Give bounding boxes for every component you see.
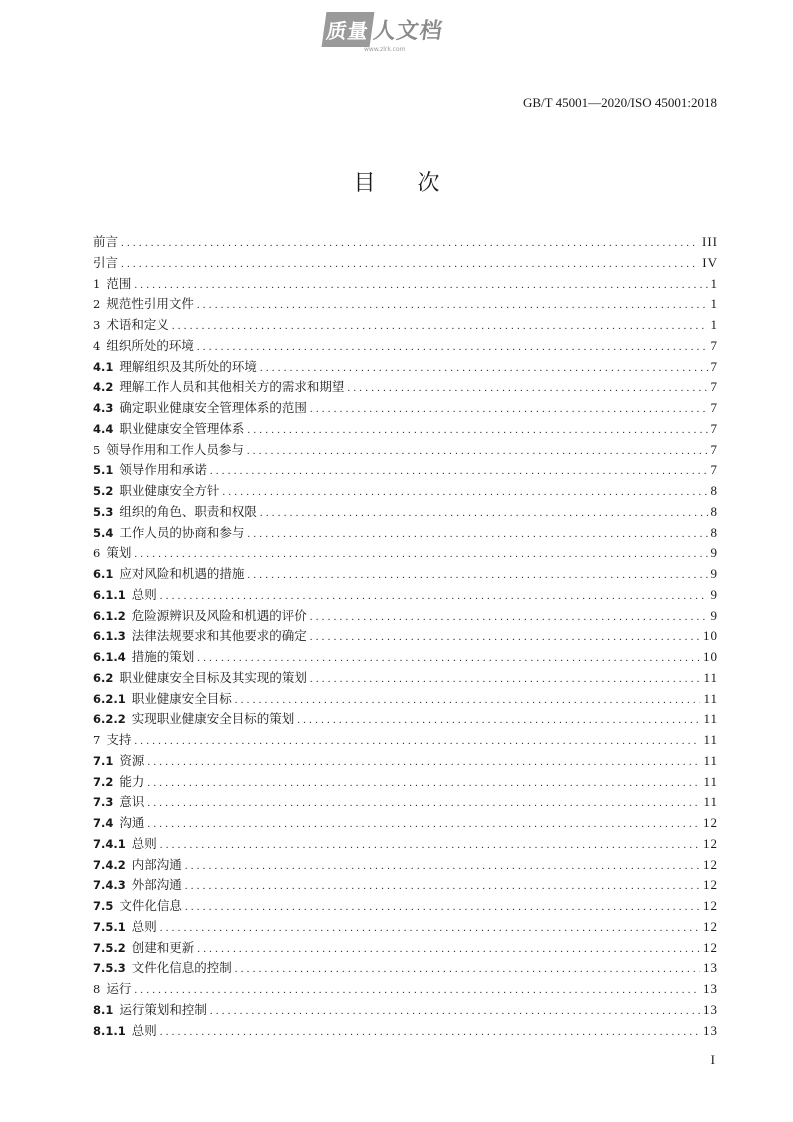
table-of-contents: [93, 232, 718, 1041]
toc-leader-dots: [134, 731, 700, 752]
toc-entry[interactable]: [93, 917, 718, 938]
toc-entry[interactable]: [93, 979, 718, 1000]
toc-entry-page: 12: [703, 856, 718, 872]
toc-entry-page: 10: [703, 649, 718, 664]
toc-entry-title: 运行: [106, 981, 132, 996]
toc-entry[interactable]: [93, 1021, 718, 1042]
toc-leader-dots: [185, 876, 700, 897]
toc-entry[interactable]: [93, 626, 718, 647]
toc-entry-title: 总则: [131, 586, 157, 602]
watermark-logo: [324, 12, 474, 58]
toc-leader-dots: [210, 1001, 700, 1022]
toc-entry[interactable]: [93, 689, 718, 710]
toc-leader-dots: [210, 461, 708, 482]
toc-leader-dots: [247, 420, 707, 441]
toc-entry[interactable]: [93, 419, 718, 440]
toc-entry-page: 7: [710, 441, 718, 457]
toc-leader-dots: [197, 337, 708, 358]
toc-entry[interactable]: [93, 938, 718, 959]
toc-entry-title: 资源: [119, 752, 145, 768]
toc-entry[interactable]: [93, 377, 718, 398]
toc-leader-dots: [197, 648, 700, 669]
toc-entry-number: 5: [93, 442, 101, 457]
toc-entry-number: 5.1: [93, 463, 114, 478]
toc-leader-dots: [260, 358, 708, 379]
toc-leader-dots: [185, 897, 700, 918]
toc-entry-title: 职业健康安全目标: [131, 690, 232, 706]
toc-entry-title: 组织所处的环境: [106, 337, 194, 353]
toc-entry-title: 策划: [106, 545, 132, 561]
toc-entry-page: 7: [710, 358, 718, 374]
toc-entry-number: 5.4: [93, 525, 114, 540]
toc-entry[interactable]: [93, 336, 718, 357]
toc-entry-number: 7.4.3: [93, 878, 126, 893]
toc-leader-dots: [347, 378, 707, 399]
toc-leader-dots: [160, 586, 708, 607]
toc-entry-page: 11: [703, 773, 718, 789]
toc-entry-title: 法律法规要求和其他要求的确定: [131, 628, 307, 644]
toc-entry-title: 意识: [119, 794, 145, 810]
toc-entry-page: 12: [703, 939, 718, 955]
toc-entry-page: 7: [710, 462, 718, 478]
toc-entry-number: 6.1.2: [93, 608, 126, 623]
toc-leader-dots: [260, 503, 708, 524]
toc-entry-number: 8.1: [93, 1002, 114, 1017]
toc-leader-dots: [310, 607, 708, 628]
toc-entry-number: 8.1.1: [93, 1023, 126, 1038]
toc-entry-title: 运行策划和控制: [119, 1001, 207, 1017]
toc-entry-number: 2: [93, 297, 101, 312]
toc-entry-number: 4.1: [93, 359, 114, 374]
toc-entry-title: 前言: [93, 234, 119, 249]
toc-leader-dots: [121, 254, 699, 275]
toc-entry-number: 4.4: [93, 421, 114, 436]
toc-entry-title: 确定职业健康安全管理体系的范围: [119, 400, 307, 415]
toc-entry-title: 文件化信息的控制: [131, 960, 232, 976]
toc-entry-number: 4.2: [93, 380, 114, 395]
toc-entry[interactable]: [93, 647, 718, 668]
toc-entry[interactable]: [93, 958, 718, 979]
toc-entry[interactable]: [93, 274, 718, 295]
toc-entry-page: 8: [710, 503, 718, 519]
toc-entry[interactable]: [93, 668, 718, 689]
toc-leader-dots: [297, 710, 700, 731]
toc-entry-page: 7: [710, 420, 718, 436]
toc-entry-page: 12: [703, 815, 718, 830]
toc-entry[interactable]: [93, 460, 718, 481]
toc-entry-title: 危险源辨识及风险和机遇的评价: [131, 607, 307, 623]
standard-code: GB/T 45001—2020/ISO 45001:2018: [522, 95, 717, 110]
toc-entry-number: 7.1: [93, 753, 114, 768]
toc-entry-title: 内部沟通: [131, 856, 182, 872]
toc-entry[interactable]: [93, 709, 718, 730]
toc-entry[interactable]: [93, 502, 718, 523]
toc-entry-title: 沟通: [119, 815, 145, 830]
toc-entry-page: 12: [703, 835, 718, 851]
toc-entry-number: 7.3: [93, 795, 114, 810]
toc-entry-number: 1: [93, 276, 101, 291]
toc-entry[interactable]: [93, 440, 718, 461]
toc-entry-page: 12: [703, 898, 718, 913]
toc-entry-number: 6.2.1: [93, 691, 126, 706]
toc-entry-title: 理解工作人员和其他相关方的需求和期望: [119, 379, 345, 395]
toc-entry-number: 4.3: [93, 401, 114, 415]
toc-entry-number: 7.4.1: [93, 836, 126, 851]
toc-leader-dots: [235, 690, 701, 711]
toc-entry-page: 12: [703, 877, 718, 893]
toc-leader-dots: [147, 752, 700, 773]
toc-entry-number: 5.3: [93, 504, 114, 519]
toc-entry-title: 领导作用和工作人员参与: [106, 441, 244, 457]
toc-entry-title: 总则: [131, 1022, 157, 1038]
toc-entry-page: 11: [703, 732, 718, 747]
page-title: 目次: [353, 171, 482, 196]
toc-entry-title: 范围: [106, 275, 132, 291]
toc-entry-title: 引言: [93, 254, 119, 270]
toc-leader-dots: [134, 980, 700, 1001]
toc-leader-dots: [247, 565, 707, 586]
toc-leader-dots: [197, 295, 708, 316]
toc-entry-title: 术语和定义: [106, 317, 169, 332]
toc-leader-dots: [147, 773, 700, 794]
toc-leader-dots: [160, 835, 700, 856]
toc-leader-dots: [160, 1022, 700, 1043]
toc-entry-title: 能力: [119, 773, 145, 789]
toc-entry[interactable]: [93, 813, 718, 834]
toc-entry-number: 6.1: [93, 567, 114, 581]
toc-entry-page: 9: [710, 566, 718, 581]
toc-entry[interactable]: [93, 523, 718, 544]
toc-entry-title: 外部沟通: [131, 877, 182, 893]
toc-entry-title: 领导作用和承诺: [119, 462, 207, 478]
toc-entry-page: 7: [710, 379, 718, 395]
toc-entry-title: 工作人员的协商和参与: [119, 524, 245, 540]
toc-entry[interactable]: [93, 585, 718, 606]
toc-entry-number: 7.4.2: [93, 857, 126, 872]
toc-entry-title: 支持: [106, 732, 132, 747]
toc-entry-title: 实现职业健康安全目标的策划: [131, 711, 295, 727]
toc-entry[interactable]: [93, 772, 718, 793]
toc-entry-number: 7: [93, 733, 101, 747]
toc-entry[interactable]: [93, 792, 718, 813]
toc-entry-page: 8: [710, 483, 718, 498]
toc-leader-dots: [310, 627, 700, 648]
toc-entry-title: 文件化信息: [119, 898, 182, 913]
toc-entry-page: 11: [703, 794, 718, 810]
toc-entry-title: 组织的角色、职责和权限: [119, 503, 257, 519]
toc-entry-page: 13: [703, 1022, 718, 1038]
toc-entry-page: 11: [703, 711, 718, 727]
toc-entry-page: 11: [703, 690, 718, 706]
toc-entry-number: 6: [93, 546, 101, 561]
toc-entry-number: 7.5.2: [93, 940, 126, 955]
toc-leader-dots: [235, 959, 700, 980]
toc-leader-dots: [121, 233, 699, 254]
toc-entry-title: 职业健康安全管理体系: [119, 420, 245, 436]
toc-leader-dots: [134, 544, 707, 565]
toc-entry[interactable]: [93, 875, 718, 896]
toc-entry[interactable]: [93, 564, 718, 585]
toc-entry[interactable]: [93, 294, 718, 315]
toc-entry[interactable]: [93, 606, 718, 627]
toc-entry[interactable]: [93, 730, 718, 751]
toc-entry[interactable]: [93, 543, 718, 564]
toc-entry-page: 8: [710, 524, 718, 540]
toc-entry-number: 6.1.3: [93, 629, 126, 644]
toc-entry-page: 1: [710, 275, 718, 291]
toc-entry[interactable]: [93, 481, 718, 502]
toc-entry-page: 7: [710, 400, 718, 415]
toc-entry-number: 7.2: [93, 774, 114, 789]
toc-leader-dots: [197, 939, 700, 960]
toc-entry-page: 11: [703, 752, 718, 768]
toc-leader-dots: [247, 441, 708, 462]
toc-entry[interactable]: [93, 834, 718, 855]
toc-entry[interactable]: [93, 855, 718, 876]
toc-entry-page: 13: [703, 981, 718, 996]
toc-entry[interactable]: [93, 315, 718, 336]
toc-entry-title: 总则: [131, 918, 157, 934]
toc-entry-number: 8: [93, 982, 101, 996]
toc-entry-title: 理解组织及其所处的环境: [119, 358, 257, 374]
toc-leader-dots: [185, 856, 700, 877]
toc-entry[interactable]: [93, 1000, 718, 1021]
toc-entry[interactable]: [93, 398, 718, 419]
watermark-box-text: 质量: [322, 12, 375, 47]
toc-entry-title: 创建和更新: [131, 939, 195, 955]
toc-entry-number: 6.2.2: [93, 712, 126, 727]
toc-entry-number: 6.2: [93, 670, 114, 685]
toc-leader-dots: [310, 669, 701, 690]
toc-entry-page: 13: [703, 960, 718, 976]
toc-entry-page: 11: [703, 669, 718, 685]
toc-entry-title: 总则: [131, 835, 157, 851]
toc-entry-number: 5.2: [93, 484, 114, 498]
toc-leader-dots: [247, 524, 707, 545]
page-number: I: [710, 1052, 715, 1067]
toc-leader-dots: [147, 793, 700, 814]
toc-entry-page: 12: [703, 918, 718, 934]
toc-entry-title: 措施的策划: [131, 649, 195, 664]
toc-leader-dots: [160, 918, 700, 939]
toc-entry-page: 9: [710, 586, 718, 602]
toc-entry-page: 9: [710, 545, 718, 561]
watermark-rest-text: 人文档: [371, 18, 445, 44]
toc-entry-number: 7.5.1: [93, 919, 126, 934]
toc-entry-page: 10: [703, 628, 718, 644]
toc-leader-dots: [147, 814, 700, 835]
toc-entry-number: 6.1.1: [93, 587, 126, 602]
toc-entry[interactable]: [93, 232, 718, 253]
toc-leader-dots: [310, 399, 708, 420]
toc-entry-number: 3: [93, 318, 101, 332]
toc-entry[interactable]: [93, 357, 718, 378]
toc-leader-dots: [134, 275, 707, 296]
toc-entry-page: 13: [703, 1001, 718, 1017]
toc-entry[interactable]: [93, 896, 718, 917]
toc-entry-number: 6.1.4: [93, 650, 126, 664]
toc-entry-number: 7.5: [93, 899, 114, 913]
toc-leader-dots: [172, 316, 708, 337]
toc-entry[interactable]: [93, 751, 718, 772]
toc-entry-number: 7.5.3: [93, 961, 126, 976]
watermark-url: www.zlrk.com: [364, 46, 406, 53]
toc-entry-page: 1: [710, 317, 718, 332]
toc-entry-page: IV: [702, 254, 718, 270]
toc-entry-page: 7: [710, 337, 718, 353]
toc-entry[interactable]: [93, 253, 718, 274]
toc-entry-page: III: [702, 234, 718, 249]
toc-leader-dots: [222, 482, 707, 503]
toc-entry-title: 职业健康安全目标及其实现的策划: [119, 669, 307, 685]
toc-entry-title: 应对风险和机遇的措施: [119, 566, 245, 581]
toc-entry-number: 7.4: [93, 816, 114, 830]
toc-entry-page: 1: [710, 296, 718, 312]
toc-entry-title: 职业健康安全方针: [119, 483, 220, 498]
toc-entry-page: 9: [710, 607, 718, 623]
toc-entry-title: 规范性引用文件: [106, 296, 194, 312]
toc-entry-number: 4: [93, 338, 101, 353]
